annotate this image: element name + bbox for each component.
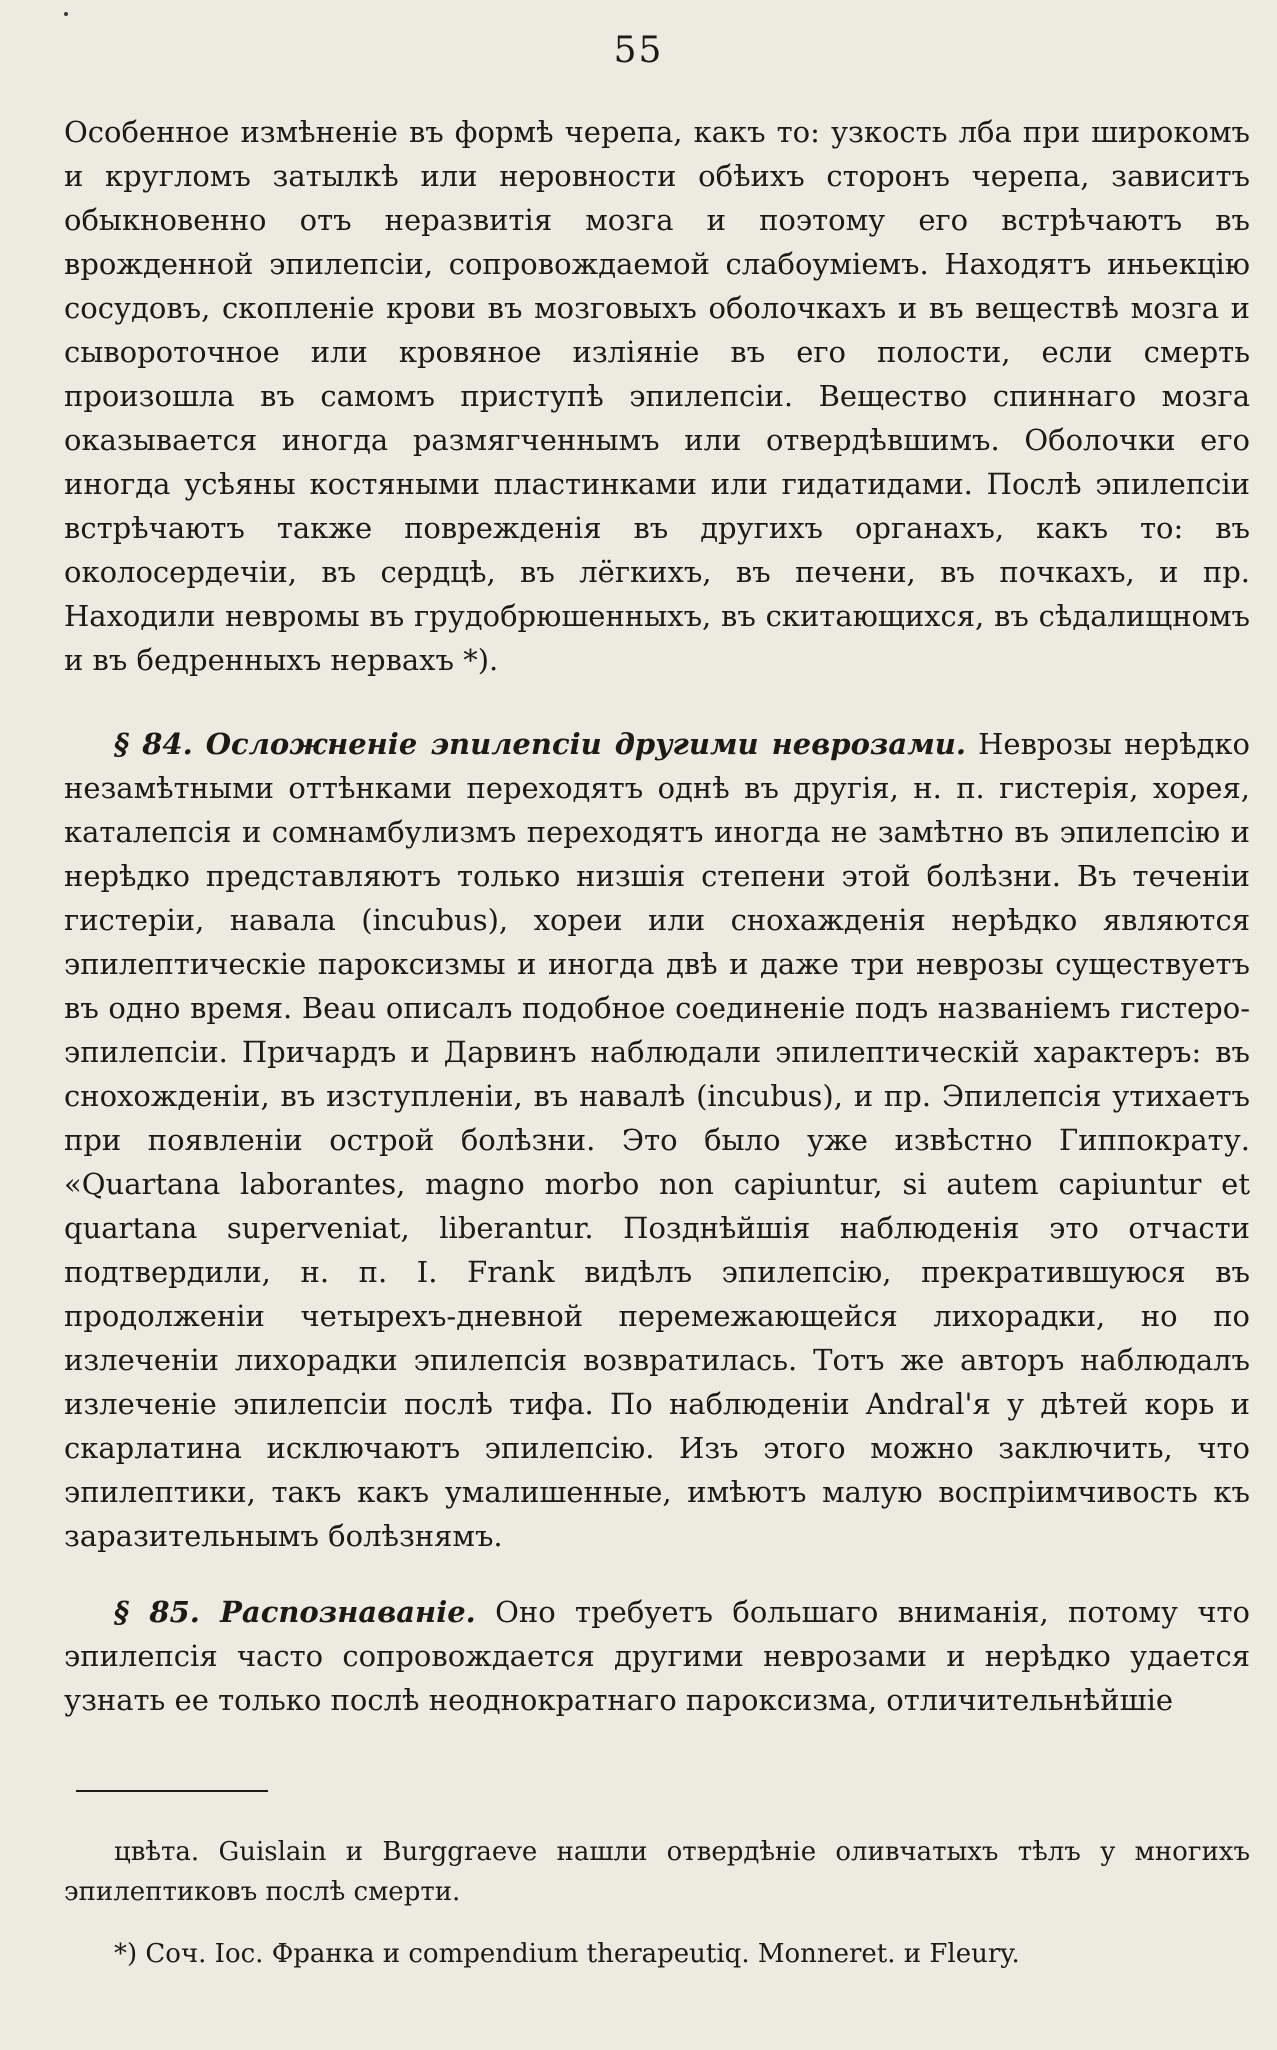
page-number: 55 bbox=[613, 30, 664, 71]
footnotes bbox=[64, 1832, 1250, 1974]
section-85-heading: § 85. Распознаваніе. bbox=[114, 1595, 476, 1629]
section-85-text: Оно требуетъ большаго вниманія, потому что эпилепсія часто сопровождается другими неврозами и нерѣдко удается узнать ее только послѣ неоднократнаго пароксизма, отличительнѣйшіе bbox=[64, 1595, 1250, 1717]
footnote-asterisk: *) Соч. Іос. Франка и compendium therapeutiq. Monneret. и Fleury. bbox=[114, 1939, 1020, 1969]
footnote-continuation: цвѣта. Guislain и Burggraeve нашли отвердѣніе оливчатыхъ тѣлъ у многихъ эпилептиковъ послѣ смерти. bbox=[64, 1837, 1250, 1907]
print-speck bbox=[64, 12, 68, 16]
section-84-text: Неврозы нерѣдко незамѣтными оттѣнками переходятъ однѣ въ другія, н. п. гистерія, хорея, каталепсія и сомнамбулизмъ переходятъ иногда не замѣтно въ эпилепсію и нерѣдко представляютъ только низшія степени этой болѣзни. Въ теченіи гистеріи, навала (incubus), хореи или снохажденія нерѣдко являются эпилептическіе пароксизмы и иногда двѣ и даже три неврозы существуетъ въ одно время. Веаu описалъ подобное соединеніе подъ названіемъ гистеро-эпилепсіи. Причардъ и Дарвинъ наблюдали эпилептическій характеръ: въ снохожденіи, въ изступленіи, въ навалѣ (incubus), и пр. Эпилепсія утихаетъ при появленіи острой болѣзни. Это было уже извѣстно Гиппократу. «Quartana laborantes, magno morbo non capiuntur, si autem capiuntur et quartana superveniat, liberantur. Позднѣйшія наблюденія это отчасти подтвердили, н. п. I. Frank видѣлъ эпилепсію, прекратившуюся въ продолженіи четырехъ-дневной перемежающейся лихорадки, но по излеченіи лихорадки эпилепсія возвратилась. Тотъ же авторъ наблюдалъ излеченіе эпилепсіи послѣ тифа. По наблюденіи Andral'я у дѣтей корь и скарлатина исключаютъ эпилепсію. Изъ этого можно заключить, что эпилептики, такъ какъ умалишенные, имѣютъ малую воспріимчивость къ заразительнымъ болѣзнямъ. bbox=[64, 727, 1250, 1553]
paragraph-anatomy: Особенное измѣненіе въ формѣ черепа, какъ то: узкость лба при широкомъ и кругломъ затылкѣ или неровности обѣихъ сторонъ черепа, зависитъ обыкновенно отъ неразвитія мозга и поэтому его встрѣчаютъ въ врожденной эпилепсіи, сопровождаемой слабоуміемъ. Находятъ иньекцію сосудовъ, скопленіе крови въ мозговыхъ оболочкахъ и въ веществѣ мозга и сывороточное или кровяное изліяніе въ его полости, если смерть произошла въ самомъ приступѣ эпилепсіи. Вещество спиннаго мозга оказывается иногда размягченнымъ или отвердѣвшимъ. Оболочки его иногда усѣяны костяными пластинками или гидатидами. Послѣ эпилепсіи встрѣчаютъ также поврежденія въ другихъ органахъ, какъ то: въ околосердечіи, въ сердцѣ, въ лёгкихъ, въ печени, въ почкахъ, и пр. Находили невромы въ грудобрюшенныхъ, въ скитающихся, въ сѣдалищномъ и въ бедренныхъ нервахъ *). bbox=[64, 115, 1250, 677]
paragraph-section-85 bbox=[64, 1590, 1250, 1722]
section-84-heading: § 84. Осложненіе эпилепсіи другими неврозами. bbox=[114, 727, 966, 761]
footnote-divider bbox=[76, 1790, 268, 1792]
main-text bbox=[64, 110, 1250, 1722]
paragraph-section-84 bbox=[64, 722, 1250, 1558]
